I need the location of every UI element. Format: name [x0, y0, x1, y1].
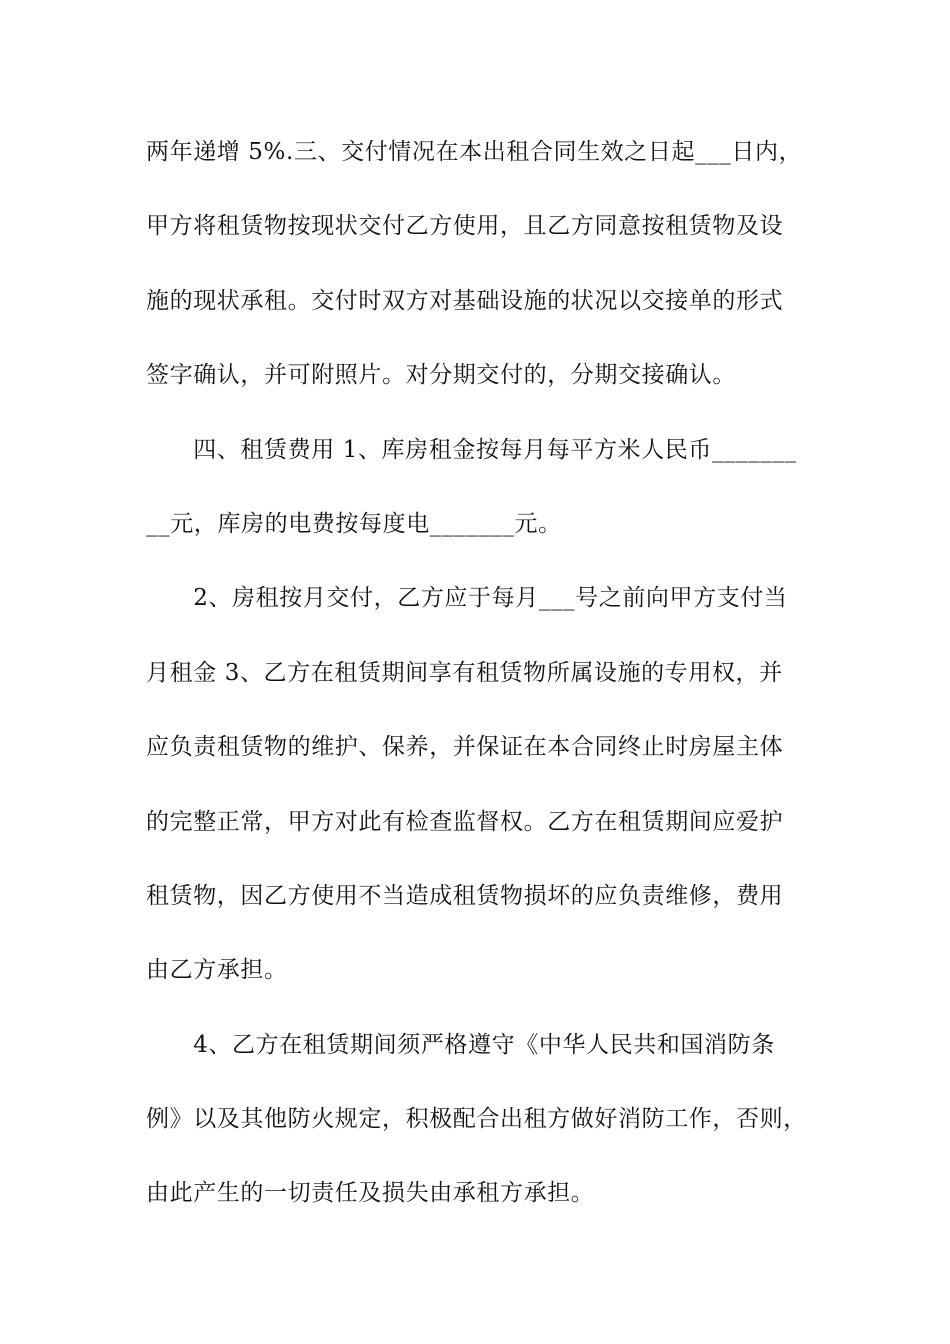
text-line-13: 4、乙方在租赁期间须严格遵守《中华人民共和国消防条 — [146, 1031, 775, 1058]
text-line-1: 两年递增 5%.三、交付情况在本出租合同生效之日起___日内， — [146, 139, 803, 165]
text-line-11: 租赁物，因乙方使用不当造成租赁物损坏的应负责维修，费用 — [146, 882, 784, 909]
text-line-3: 施的现状承租。交付时双方对基础设施的状况以交接单的形式 — [146, 287, 784, 314]
text-line-5: 四、租赁费用 1、库房租金按每月每平方米人民币_______ — [146, 436, 797, 463]
text-line-9: 应负责租赁物的维护、保养，并保证在本合同终止时房屋主体 — [146, 734, 784, 761]
document-body — [146, 132, 806, 1248]
text-line-10: 的完整正常，甲方对此有检查监督权。乙方在租赁期间应爱护 — [146, 808, 784, 835]
text-line-15: 由此产生的一切责任及损失由承租方承担。 — [146, 1180, 595, 1207]
text-line-2: 甲方将租赁物按现状交付乙方使用，且乙方同意按租赁物及设 — [146, 213, 784, 240]
text-line-4: 签字确认，并可附照片。对分期交付的，分期交接确认。 — [146, 362, 736, 389]
text-line-8: 月租金 3、乙方在租赁期间享有租赁物所属设施的专用权，并 — [146, 659, 783, 686]
text-line-14: 例》以及其他防火规定，积极配合出租方做好消防工作，否则， — [146, 1106, 807, 1133]
text-line-12: 由乙方承担。 — [146, 957, 288, 984]
text-line-6: __元，库房的电费按每度电_______元。 — [146, 510, 562, 537]
text-line-7: 2、房租按月交付，乙方应于每月___号之前向甲方支付当 — [146, 585, 788, 612]
